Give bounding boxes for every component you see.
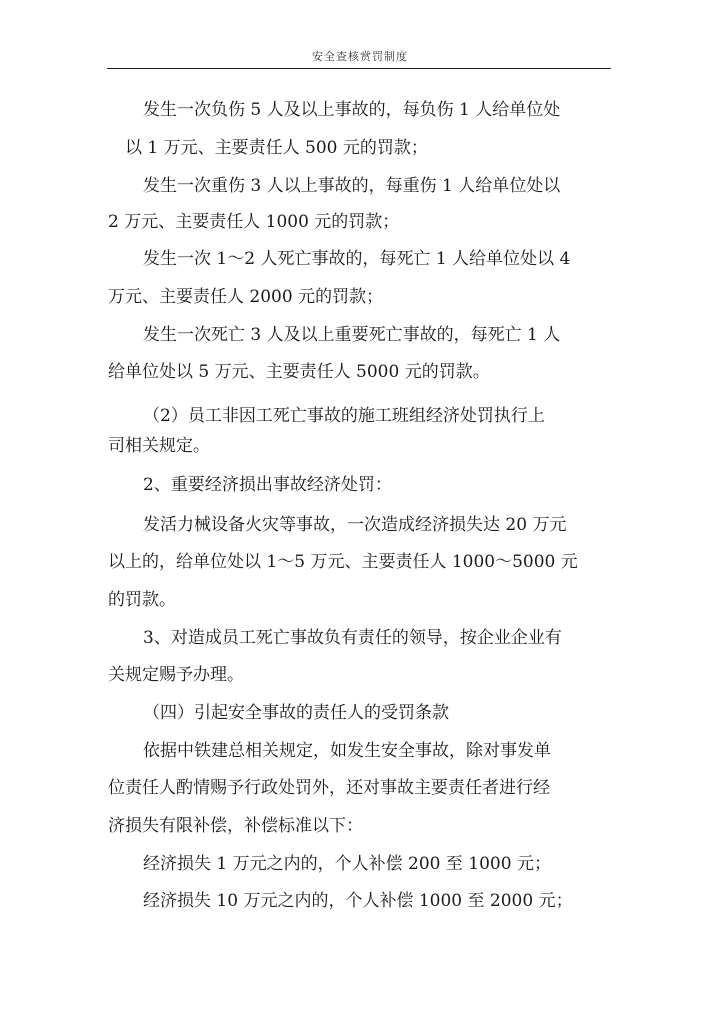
body-line-1: 发生一次负伤 5 人及以上事故的，每负伤 1 人给单位处 xyxy=(143,100,561,120)
body-line-18: 依据中铁建总相关规定，如发生安全事故，除对事发单 xyxy=(143,741,551,761)
body-line-7: 发生一次死亡 3 人及以上重要死亡事故的，每死亡 1 人 xyxy=(143,325,561,345)
body-line-2: 以 1 万元、主要责任人 500 元的罚款； xyxy=(125,138,428,158)
body-line-14: 的罚款。 xyxy=(108,590,176,610)
body-line-5: 发生一次 1～2 人死亡事故的，每死亡 1 人给单位处以 4 xyxy=(143,249,571,269)
header-divider xyxy=(107,68,611,69)
body-line-13: 以上的，给单位处以 1～5 万元、主要责任人 1000～5000 元 xyxy=(108,552,578,572)
body-line-16: 关规定赐予办理。 xyxy=(108,665,244,685)
body-line-22: 经济损失 10 万元之内的，个人补偿 1000 至 2000 元； xyxy=(143,891,573,911)
body-line-9: （2）员工非因工死亡事故的施工班组经济处罚执行上 xyxy=(143,406,545,426)
body-line-20: 济损失有限补偿，补偿标准以下： xyxy=(108,816,363,836)
body-line-10: 司相关规定。 xyxy=(108,436,210,456)
page-header-title: 安全查核赏罚制度 xyxy=(312,50,408,63)
body-line-21: 经济损失 1 万元之内的，个人补偿 200 至 1000 元； xyxy=(143,854,551,874)
body-line-6: 万元、主要责任人 2000 元的罚款； xyxy=(108,287,384,307)
body-line-4: 2 万元、主要责任人 1000 元的罚款； xyxy=(108,212,400,232)
body-line-3: 发生一次重伤 3 人以上事故的，每重伤 1 人给单位处以 xyxy=(143,176,561,196)
body-line-17: （四）引起安全事故的责任人的受罚条款 xyxy=(143,703,449,723)
body-line-15: 3、对造成员工死亡事故负有责任的领导，按企业企业有 xyxy=(143,628,562,648)
body-line-19: 位责任人酌情赐予行政处罚外，还对事故主要责任者进行经 xyxy=(108,778,550,798)
body-line-12: 发活力械设备火灾等事故，一次造成经济损失达 20 万元 xyxy=(143,515,567,535)
body-line-8: 给单位处以 5 万元、主要责任人 5000 元的罚款。 xyxy=(108,362,490,382)
body-line-11: 2、重要经济损出事故经济处罚： xyxy=(143,475,392,495)
